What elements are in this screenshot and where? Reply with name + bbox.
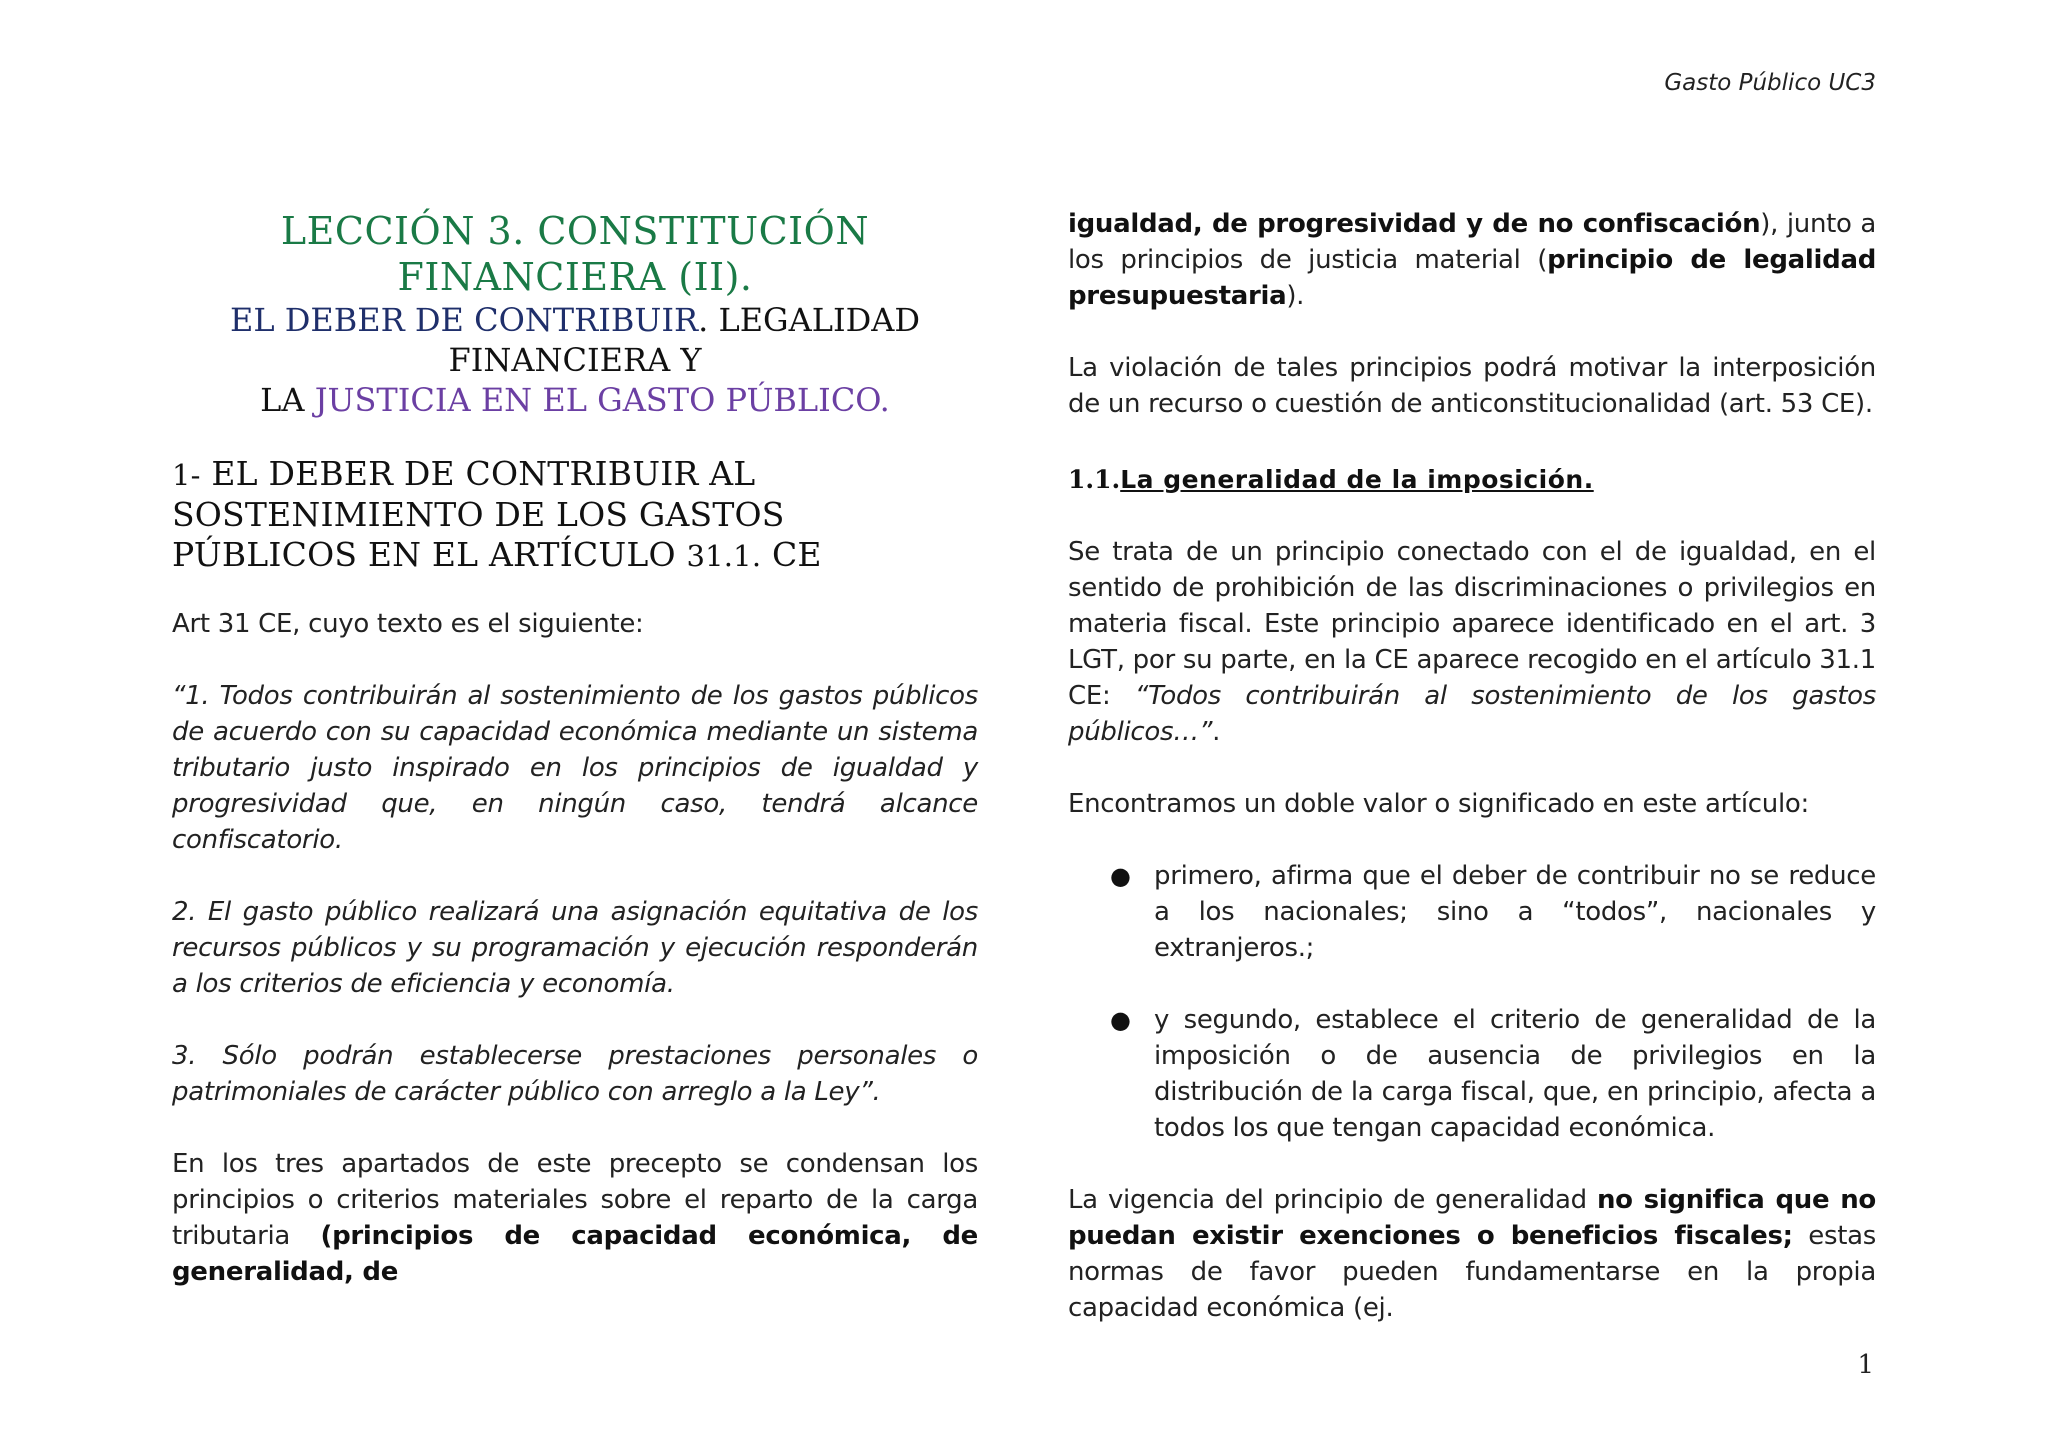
bullet-icon: ●: [1110, 1006, 1131, 1034]
generalidad-paragraph: Se trata de un principio conectado con el de igualdad, en el sentido de prohibición de las discriminaciones o privilegios en materia fiscal. Este principio aparece identificado en el art. 3 LGT, por su parte, en la CE aparece recogido en el artículo 31.1 CE: “Todos contribuirán al sostenimiento de los gastos públicos…”.: [1068, 537, 1876, 747]
title-line-5: [172, 380, 978, 420]
intro-paragraph: Art 31 CE, cuyo texto es el siguiente:: [172, 609, 644, 639]
list-item: ● primero, afirma que el deber de contribuir no se reduce a los nacionales; sino a “todos”, nacionales y extranjeros.;: [1068, 858, 1876, 966]
doble-valor-paragraph: Encontramos un doble valor o significado en este artículo:: [1068, 789, 1809, 819]
list-item: ● y segundo, establece el criterio de generalidad de la imposición o de ausencia de privilegios en la distribución de la carga fiscal, que, en principio, afecta a todos los que tengan capacidad económica.: [1068, 1002, 1876, 1146]
title-deber-contribuir: EL DEBER DE CONTRIBUIR: [229, 301, 699, 339]
quote-item-2: 2. El gasto público realizará una asignación equitativa de los recursos públicos y su programación y ejecución responderán a los criterios de eficiencia y economía.: [172, 897, 978, 999]
title-line-4: FINANCIERA Y: [448, 341, 702, 379]
running-header: Gasto Público UC3: [1664, 70, 1876, 96]
bullet-icon: ●: [1110, 862, 1131, 890]
quote-item-1: “1. Todos contribuirán al sostenimiento de los gastos públicos de acuerdo con su capacidad económica mediante un sistema tributario justo inspirado en los principios de igualdad y progresividad que, en ningún caso, tendrá alcance confiscatorio.: [172, 681, 978, 855]
page-number: 1: [1857, 1350, 1874, 1380]
vigencia-paragraph: La vigencia del principio de generalidad no significa que no puedan existir exenciones o beneficios fiscales; estas normas de favor pueden fundamentarse en la propia capacidad económica (ej.: [1068, 1185, 1876, 1323]
right-column: [1068, 206, 1876, 1326]
subsection-1-1-heading: 1.1.La generalidad de la imposición.: [1068, 465, 1594, 494]
title-line-1: LECCIÓN 3. CONSTITUCIÓN: [280, 209, 870, 253]
principles-paragraph: En los tres apartados de este precepto se condensan los principios o criterios materiales sobre el reparto de la carga tributaria (principios de capacidad económica, de generalidad, de: [172, 1149, 978, 1287]
bullet-list: [1068, 858, 1876, 1146]
title-line-2: FINANCIERA (II).: [397, 255, 753, 299]
lesson-title: [172, 208, 978, 420]
violation-paragraph: La violación de tales principios podrá motivar la interposición de un recurso o cuestión de anticonstitucionalidad (art. 53 CE).: [1068, 353, 1876, 419]
section-1-heading: 1- EL DEBER DE CONTRIBUIR AL SOSTENIMIENTO DE LOS GASTOS PÚBLICOS EN EL ARTÍCULO 31.1. CE: [172, 454, 822, 574]
quote-item-3: 3. Sólo podrán establecerse prestaciones personales o patrimoniales de carácter público con arreglo a la Ley”.: [172, 1041, 978, 1107]
title-la: LA: [260, 381, 315, 419]
title-justicia: JUSTICIA EN EL GASTO PÚBLICO.: [314, 381, 890, 419]
title-line-3: [172, 300, 978, 340]
article-31-quote: [172, 678, 978, 1110]
left-column: [172, 208, 978, 1290]
principles-continuation: igualdad, de progresividad y de no confiscación), junto a los principios de justicia material (principio de legalidad presupuestaria).: [1068, 209, 1877, 311]
title-legalidad: . LEGALIDAD: [698, 301, 921, 339]
